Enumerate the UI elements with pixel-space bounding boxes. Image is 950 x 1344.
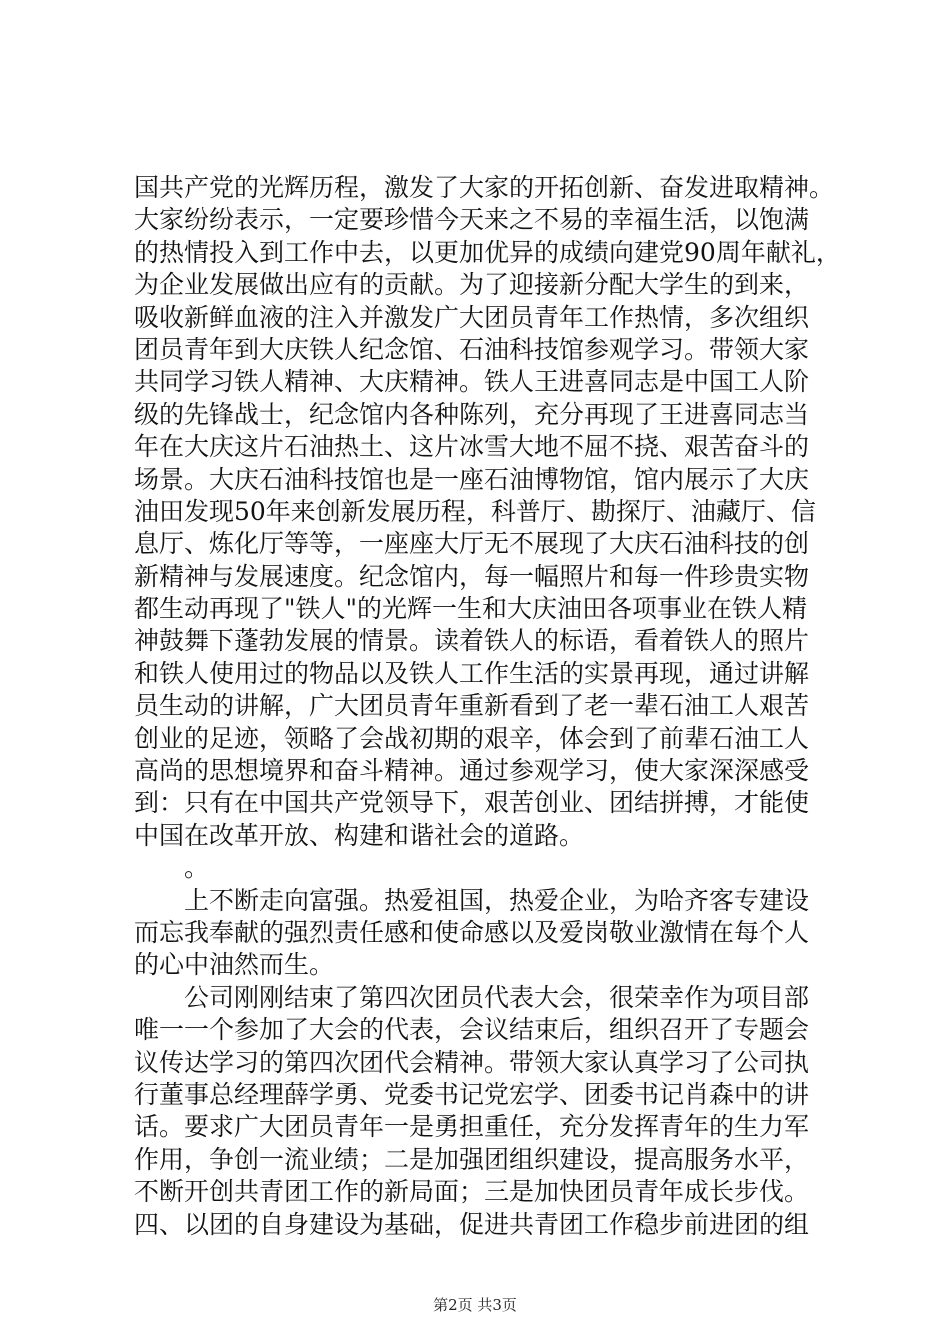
text-line: 共同学习铁人精神、大庆精神。铁人王进喜同志是中国工人阶 xyxy=(134,367,810,397)
text-line: 作用，争创一流业绩；二是加强团组织建设，提高服务水平， xyxy=(134,1144,810,1174)
text-line: 员生动的讲解，广大团员青年重新看到了老一辈石油工人艰苦 xyxy=(134,691,810,721)
text-line: 唯一一个参加了大会的代表，会议结束后，组织召开了专题会 xyxy=(134,1015,810,1045)
text-line: 到：只有在中国共产党领导下，艰苦创业、团结拼搏，才能使 xyxy=(134,788,810,818)
text-line: 油田发现50年来创新发展历程，科普厅、勘探厅、油藏厅、信 xyxy=(134,496,816,526)
text-line: 为企业发展做出应有的贡献。为了迎接新分配大学生的到来， xyxy=(134,270,810,300)
text-line: 公司刚刚结束了第四次团员代表大会，很荣幸作为项目部 xyxy=(134,982,810,1012)
text-line: 吸收新鲜血液的注入并激发广大团员青年工作热情，多次组织 xyxy=(134,302,810,332)
text-line: 场景。大庆石油科技馆也是一座石油博物馆，馆内展示了大庆 xyxy=(134,464,810,494)
page-number-footer: 第2页 共3页 xyxy=(433,1296,517,1314)
text-line: 不断开创共青团工作的新局面；三是加快团员青年成长步伐。 xyxy=(134,1177,810,1207)
text-line: 话。要求广大团员青年一是勇担重任，充分发挥青年的生力军 xyxy=(134,1112,810,1142)
text-line: 级的先锋战士，纪念馆内各种陈列，充分再现了王进喜同志当 xyxy=(134,399,810,429)
text-line: 创业的足迹，领略了会战初期的艰辛，体会到了前辈石油工人 xyxy=(134,723,810,753)
text-line: 行董事总经理薛学勇、党委书记党宏学、团委书记肖森中的讲 xyxy=(134,1079,810,1109)
document-body xyxy=(134,172,841,1241)
text-line: 都生动再现了"铁人"的光辉一生和大庆油田各项事业在铁人精 xyxy=(134,594,808,624)
text-line: 四、以团的自身建设为基础，促进共青团工作稳步前进团的组 xyxy=(134,1209,810,1239)
text-line: 的热情投入到工作中去，以更加优异的成绩向建党90周年献礼， xyxy=(134,237,841,267)
text-line: 中国在改革开放、构建和谐社会的道路。 xyxy=(134,820,585,850)
text-line: 而忘我奉献的强烈责任感和使命感以及爱岗敬业激情在每个人 xyxy=(134,917,810,947)
text-line: 大家纷纷表示，一定要珍惜今天来之不易的幸福生活，以饱满 xyxy=(134,205,810,235)
text-line: 年在大庆这片石油热土、这片冰雪大地不屈不挠、艰苦奋斗的 xyxy=(134,432,810,462)
text-line: 的心中油然而生。 xyxy=(134,950,335,980)
text-line: 和铁人使用过的物品以及铁人工作生活的实景再现，通过讲解 xyxy=(134,658,810,688)
text-line: 。 xyxy=(134,853,210,883)
text-line: 国共产党的光辉历程，激发了大家的开拓创新、奋发进取精神。 xyxy=(134,173,835,202)
text-line: 团员青年到大庆铁人纪念馆、石油科技馆参观学习。带领大家 xyxy=(134,334,810,364)
text-line: 高尚的思想境界和奋斗精神。通过参观学习，使大家深深感受 xyxy=(134,756,810,786)
text-line: 新精神与发展速度。纪念馆内，每一幅照片和每一件珍贵实物 xyxy=(134,561,810,591)
text-line: 息厅、炼化厅等等，一座座大厅无不展现了大庆石油科技的创 xyxy=(134,529,810,559)
text-line: 议传达学习的第四次团代会精神。带领大家认真学习了公司执 xyxy=(134,1047,810,1077)
text-line: 神鼓舞下蓬勃发展的情景。读着铁人的标语，看着铁人的照片 xyxy=(134,626,810,656)
text-line: 上不断走向富强。热爱祖国，热爱企业，为哈齐客专建设 xyxy=(134,885,810,915)
